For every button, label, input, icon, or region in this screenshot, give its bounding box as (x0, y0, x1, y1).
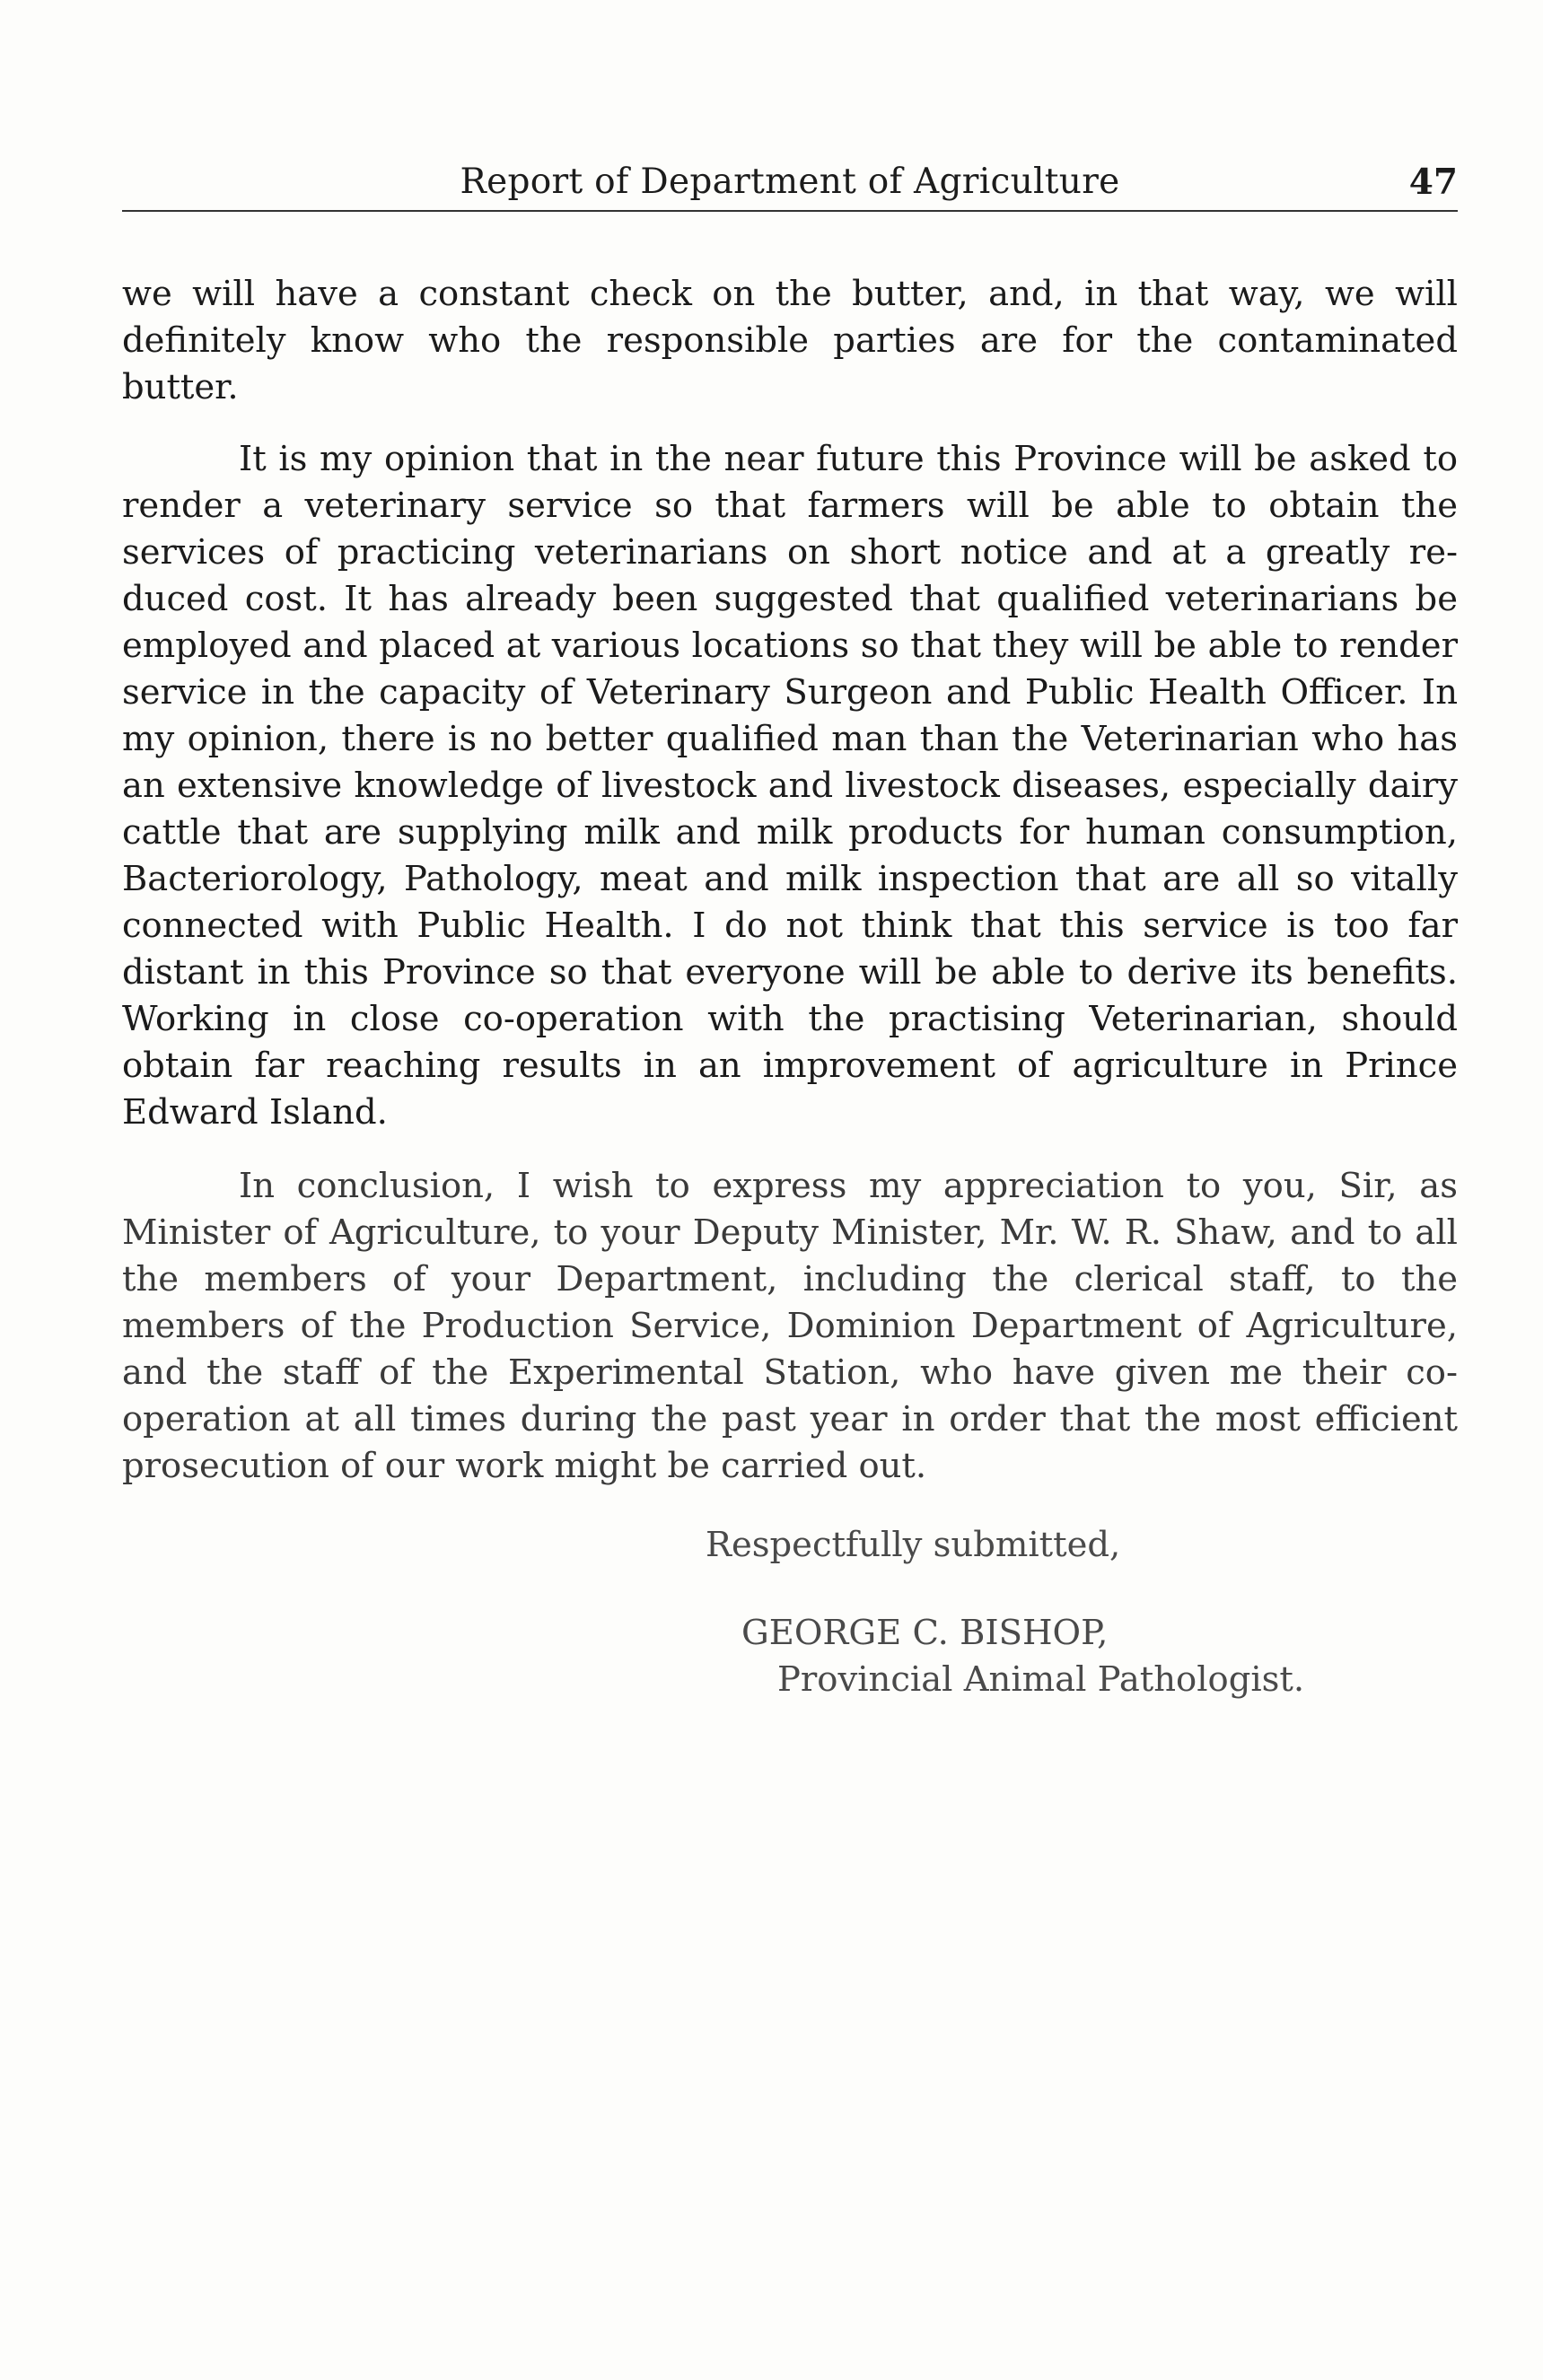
signer-name: GEORGE C. BISHOP, (741, 1613, 1109, 1653)
paragraph-butter-check: we will have a constant check on the butter, and, in that way, we will definitely know who the responsible parties are for the contaminated butter. (122, 274, 1458, 407)
page-number: 47 (1408, 162, 1458, 203)
running-title: Report of Department of Agriculture (460, 162, 1120, 202)
closing-line: Respectfully submitted, (706, 1525, 1121, 1565)
paragraph-conclusion: In conclusion, I wish to express my appreciation to you, Sir, as Minister of Agriculture, to your Deputy Minister, Mr. W. R. Shaw, and to all the members of your Department, including the clerical staff, to the members of the Production Service, Dominion Department of Agriculture, and the staff of the Experimental Station, who have given me their cooperation at all times during the past year in order that the most efficient prosecution of our work might be carried out. (122, 1166, 1458, 1486)
signer-title: Provincial Animal Pathologist. (777, 1659, 1305, 1700)
paragraph-veterinary-service: It is my opinion that in the near future this Province will be asked to render a veterinary service so that farmers will be able to obtain the services of practicing veterinarians on short notice and at a greatly reduced cost. It has already been suggested that qualified veterinarians be employed and placed at various locations so that they will be able to render service in the capacity of Veterinary Surgeon and Public Health Officer. In my opinion, there is no better qualified man than the Veterinarian who has an extensive knowledge of livestock and livestock diseases, especially dairy cattle that are supplying milk and milk products for human consumption, Bacteriorology, Pathology, meat and milk inspection that are all so vitally connected with Public Health. I do not think that this service is too far distant in this Province so that everyone will be able to derive its benefits. Working in close co-operation with the practising Veterinarian, should obtain far reaching results in an improvement of agriculture in Prince Edward Island. (122, 439, 1458, 1133)
body-text (122, 271, 1458, 1490)
running-header (122, 154, 1458, 212)
